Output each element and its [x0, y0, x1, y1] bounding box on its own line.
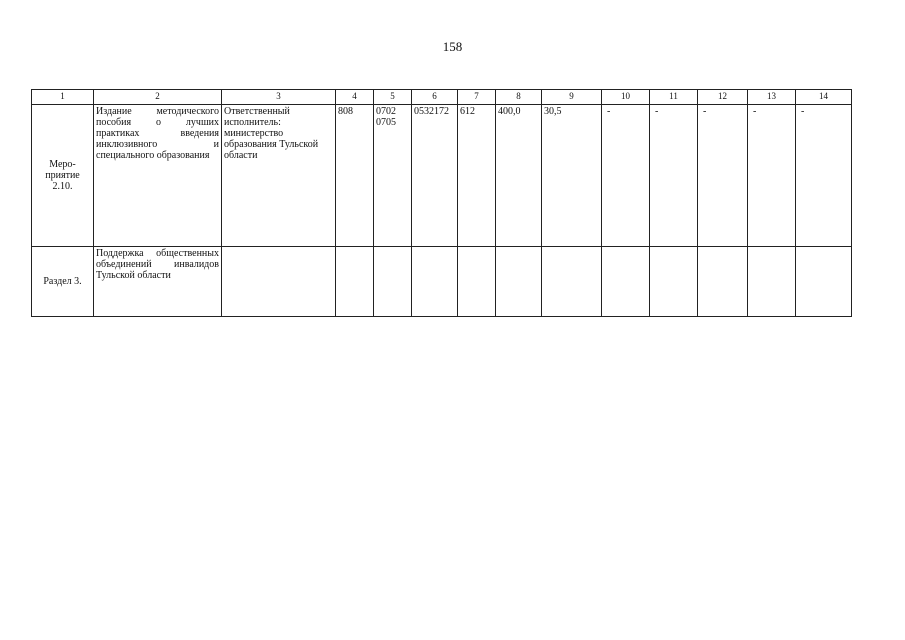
table-cell: Ответственный исполнитель: министерство образования Тульской области — [222, 105, 336, 247]
table-cell — [796, 247, 852, 317]
table-cell: 808 — [336, 105, 374, 247]
row-label: Раздел 3. — [32, 247, 94, 317]
table-cell — [650, 247, 698, 317]
column-header: 8 — [496, 90, 542, 105]
program-table — [31, 89, 852, 317]
column-header: 5 — [374, 90, 412, 105]
column-header: 13 — [748, 90, 796, 105]
table-cell — [496, 247, 542, 317]
table-row — [32, 105, 852, 247]
table-cell: - — [698, 105, 748, 247]
header-row — [32, 90, 852, 105]
table-cell — [748, 247, 796, 317]
table-cell — [698, 247, 748, 317]
table-cell — [602, 247, 650, 317]
table-cell: 30,5 — [542, 105, 602, 247]
column-header: 4 — [336, 90, 374, 105]
table-cell — [542, 247, 602, 317]
table-cell: 400,0 — [496, 105, 542, 247]
table-cell: - — [602, 105, 650, 247]
column-header: 10 — [602, 90, 650, 105]
table-cell: Издание методического пособия о лучших практиках введения инклюзивного и специального образования — [94, 105, 222, 247]
column-header: 9 — [542, 90, 602, 105]
table-cell: Поддержка общественных объединений инвалидов Тульской области — [94, 247, 222, 317]
column-header: 2 — [94, 90, 222, 105]
column-header: 7 — [458, 90, 496, 105]
table-row — [32, 247, 852, 317]
page-number: 158 — [442, 39, 463, 54]
row-label: Меро- приятие 2.10. — [32, 105, 94, 247]
table-cell — [222, 247, 336, 317]
table-cell: - — [748, 105, 796, 247]
column-header: 12 — [698, 90, 748, 105]
table-cell: 0532172 — [412, 105, 458, 247]
column-header: 14 — [796, 90, 852, 105]
table-cell — [336, 247, 374, 317]
table-cell: 612 — [458, 105, 496, 247]
table-cell — [374, 247, 412, 317]
table-cell: 0702 0705 — [374, 105, 412, 247]
column-header: 3 — [222, 90, 336, 105]
column-header: 11 — [650, 90, 698, 105]
table-cell: - — [796, 105, 852, 247]
table-cell — [412, 247, 458, 317]
column-header: 1 — [32, 90, 94, 105]
table-cell — [458, 247, 496, 317]
column-header: 6 — [412, 90, 458, 105]
table-cell: - — [650, 105, 698, 247]
